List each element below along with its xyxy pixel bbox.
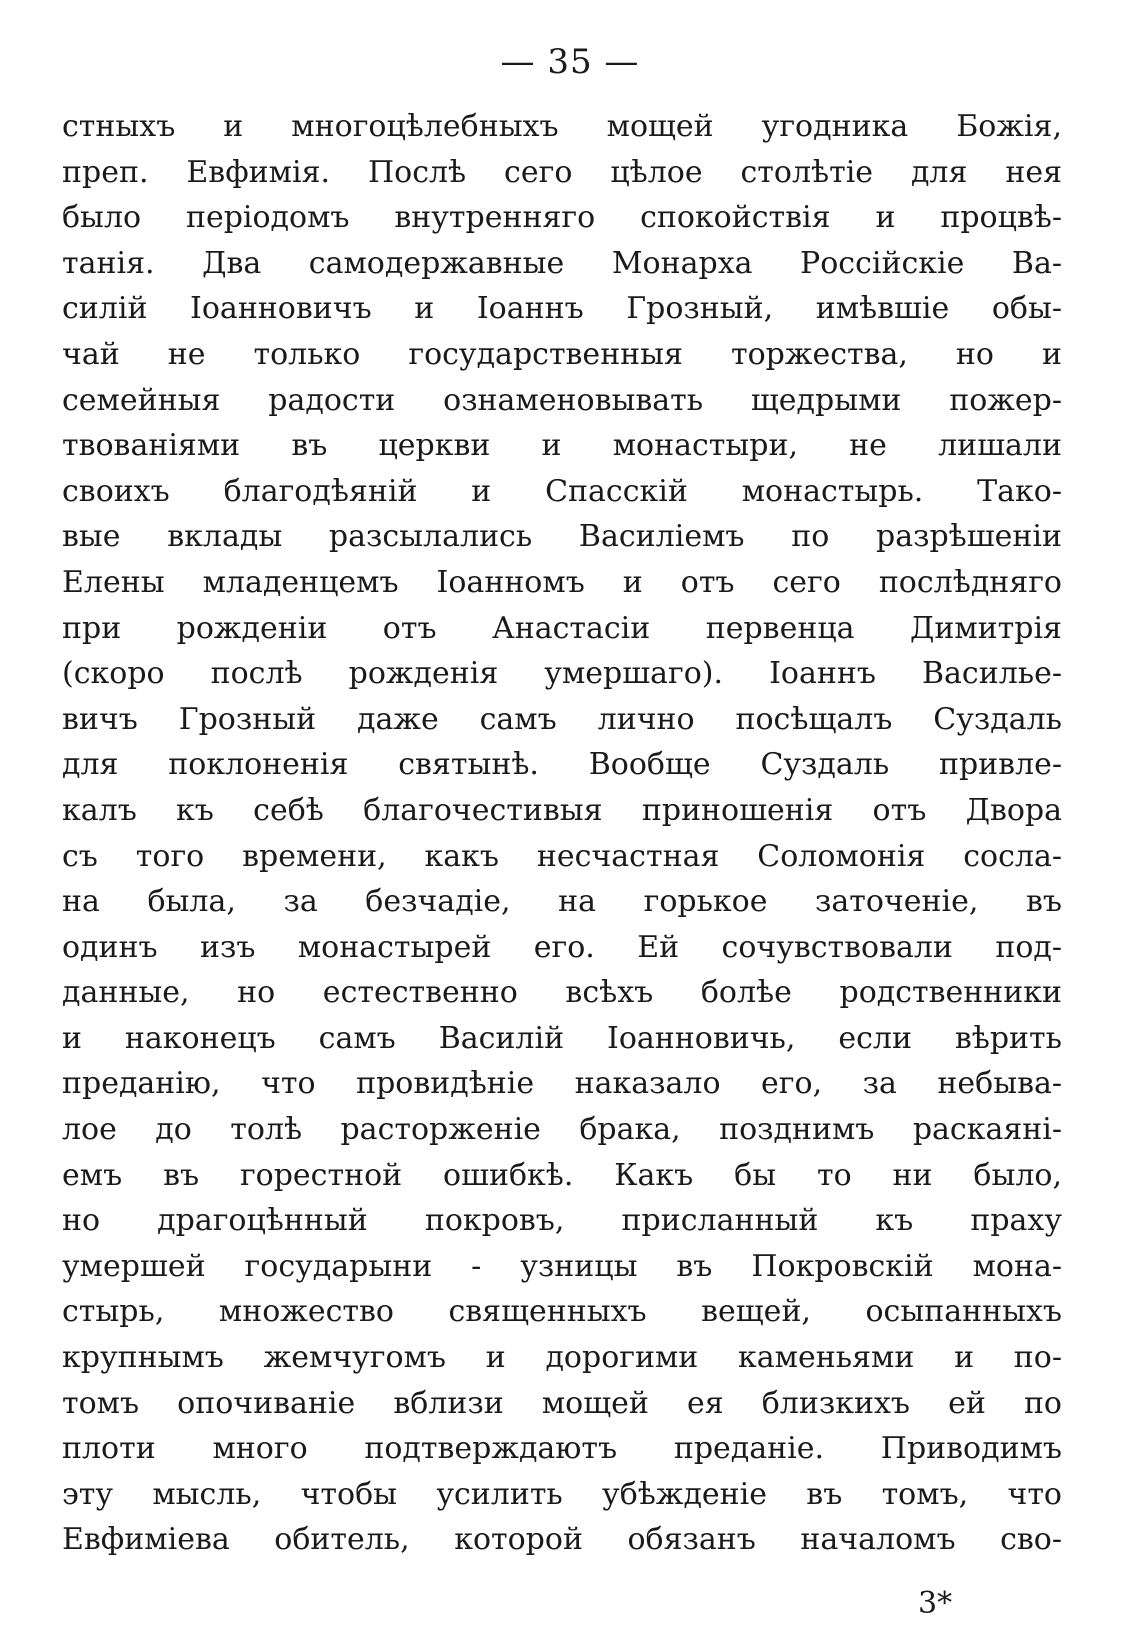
text-line: на была, за безчадіе, на горькое заточеніе, въ bbox=[62, 884, 1062, 920]
page-number: — 35 — bbox=[500, 42, 640, 82]
text-line: силій Іоанновичъ и Іоаннъ Грозный, имѣвшіе обы- bbox=[62, 291, 1062, 327]
text-line: чай не только государственныя торжества, но и bbox=[62, 336, 1062, 372]
body-text bbox=[62, 104, 1062, 1563]
text-line: твованіями въ церкви и монастыри, не лишали bbox=[62, 428, 1062, 464]
text-line: и наконецъ самъ Василій Іоанновичь, если вѣрить bbox=[62, 1020, 1062, 1056]
text-line: Елены младенцемъ Іоанномъ и отъ сего послѣдняго bbox=[62, 564, 1062, 600]
text-line: семейныя радости ознаменовывать щедрыми пожер- bbox=[62, 382, 1062, 418]
text-line: было періодомъ внутренняго спокойствія и процвѣ- bbox=[62, 200, 1062, 236]
text-line: плоти много подтверждаютъ преданіе. Приводимъ bbox=[62, 1431, 1062, 1467]
text-line: вичъ Грозный даже самъ лично посѣщалъ Суздаль bbox=[62, 701, 1062, 737]
text-line: данные, но естественно всѣхъ болѣе родственники bbox=[62, 975, 1062, 1011]
text-line: вые вклады разсылались Василіемъ по разрѣшеніи bbox=[62, 519, 1062, 555]
text-line: Евфиміева обитель, которой обязанъ началомъ сво- bbox=[62, 1522, 1062, 1558]
text-line: эту мысль, чтобы усилить убѣжденіе въ томъ, что bbox=[62, 1476, 1062, 1512]
text-line: стырь, множество священныхъ вещей, осыпанныхъ bbox=[62, 1294, 1062, 1330]
text-line: одинъ изъ монастырей его. Ей сочувствовали под- bbox=[62, 929, 1062, 965]
text-line: преп. Евфимія. Послѣ сего цѣлое столѣтіе для нея bbox=[62, 154, 1062, 190]
text-line: томъ опочиваніе вблизи мощей ея близкихъ ей по bbox=[62, 1385, 1062, 1421]
text-line: лое до толѣ расторженіе брака, позднимъ раскаяні- bbox=[62, 1112, 1062, 1148]
text-line: для поклоненія святынѣ. Вообще Суздаль привле- bbox=[62, 747, 1062, 783]
text-line: но драгоцѣнный покровъ, присланный къ праху bbox=[62, 1203, 1062, 1239]
text-line: емъ въ горестной ошибкѣ. Какъ бы то ни было, bbox=[62, 1157, 1062, 1193]
text-line: съ того времени, какъ несчастная Соломонія сосла- bbox=[62, 838, 1062, 874]
text-line: преданію, что провидѣніе наказало его, за небыва- bbox=[62, 1066, 1062, 1102]
text-line: своихъ благодѣяній и Спасскій монастырь. Тако- bbox=[62, 473, 1062, 509]
text-line: калъ къ себѣ благочестивыя приношенія отъ Двора bbox=[62, 792, 1062, 828]
text-line: крупнымъ жемчугомъ и дорогими каменьями и по- bbox=[62, 1340, 1062, 1376]
text-line: танія. Два самодержавные Монарха Россійскіе Ва- bbox=[62, 245, 1062, 281]
signature-mark: 3* bbox=[918, 1586, 953, 1621]
text-line: стныхъ и многоцѣлебныхъ мощей угодника Божія, bbox=[62, 109, 1062, 144]
text-line: при рожденіи отъ Анастасіи первенца Димитрія bbox=[62, 610, 1062, 646]
text-line: умершей государыни - узницы въ Покровскій мона- bbox=[62, 1248, 1062, 1284]
text-line: (скоро послѣ рожденія умершаго). Іоаннъ Василье- bbox=[62, 656, 1062, 692]
